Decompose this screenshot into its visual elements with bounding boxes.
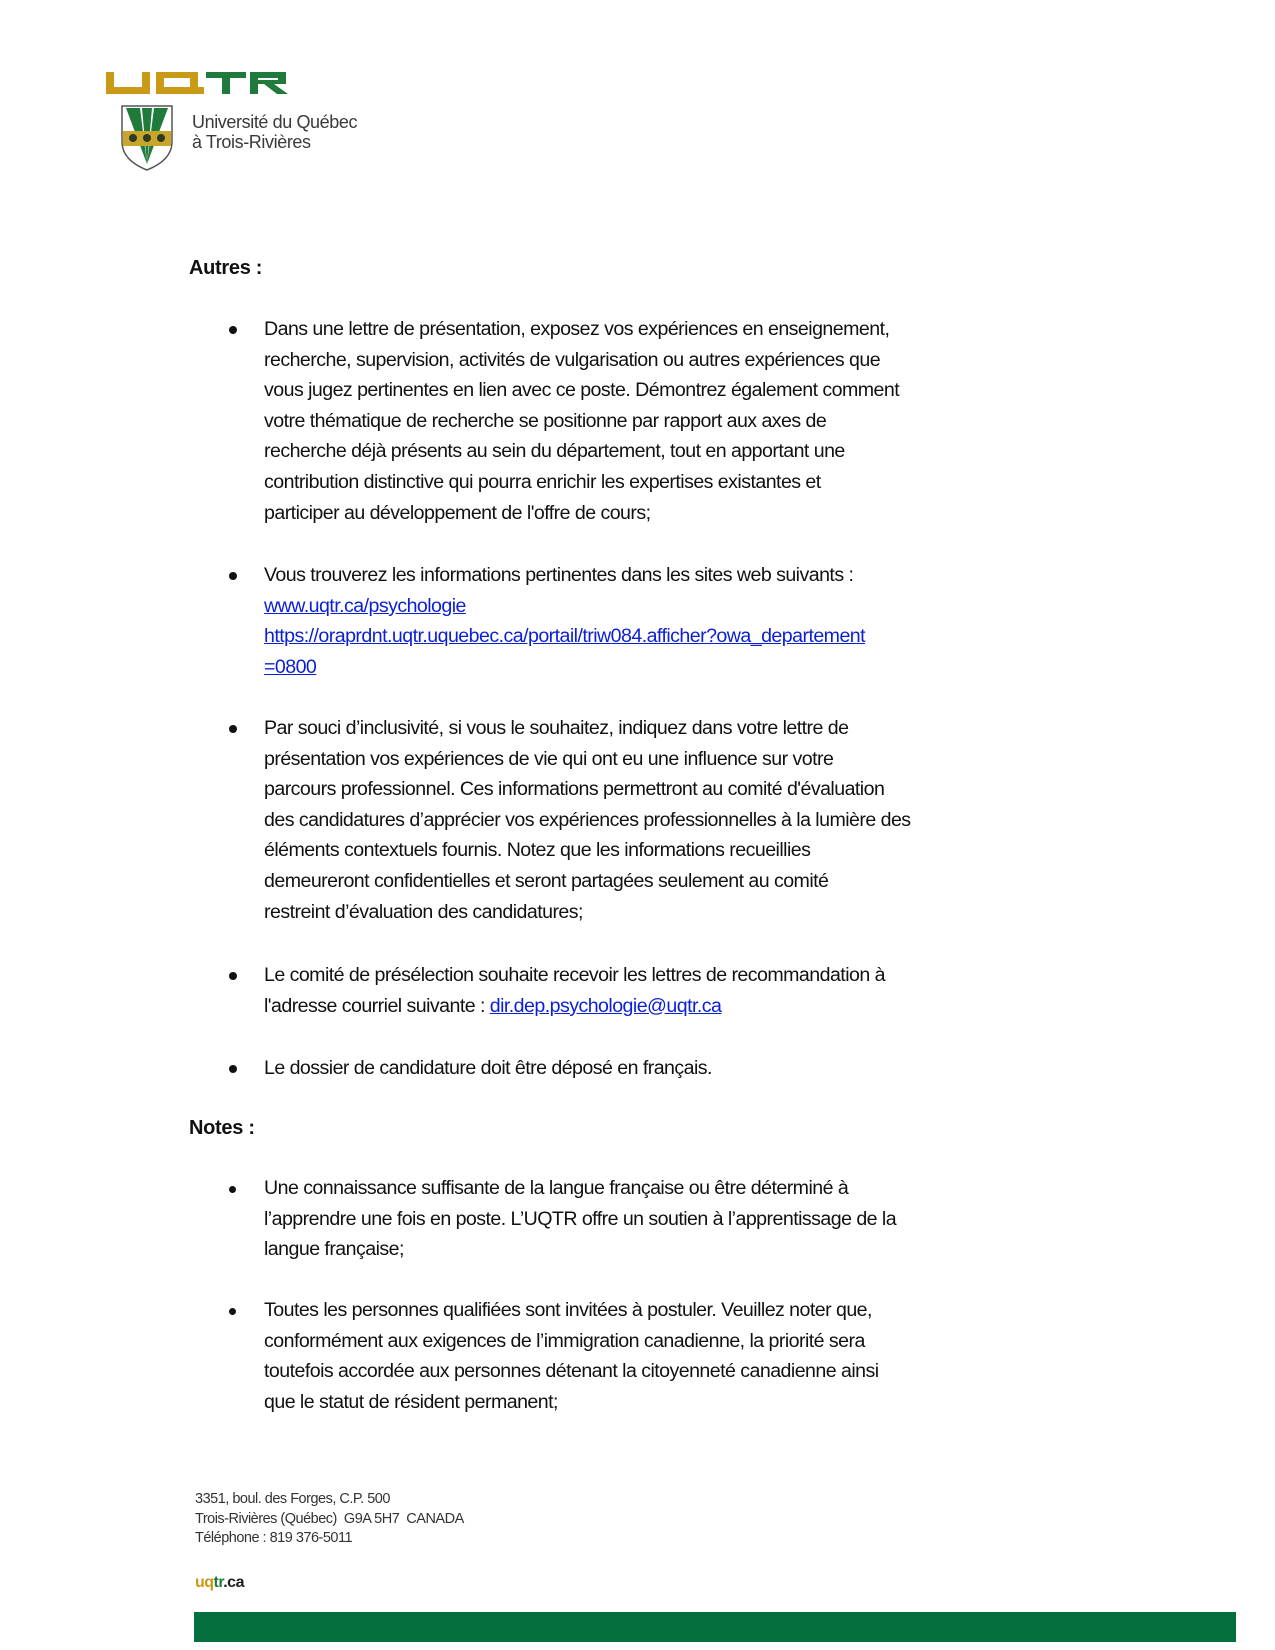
section-title-autres: Autres : xyxy=(189,257,263,279)
bullet-icon xyxy=(229,1186,236,1193)
text-line: restreint d’évaluation des candidatures; xyxy=(264,900,583,923)
text-line: Toutes les personnes qualifiées sont invitées à postuler. Veuillez noter que, xyxy=(264,1299,872,1321)
text-line: Une connaissance suffisante de la langue française ou être déterminé à xyxy=(264,1177,849,1199)
list-item-text xyxy=(264,960,885,1021)
university-name-line1: Université du Québec xyxy=(192,112,358,132)
text-line: des candidatures d’apprécier vos expériences professionnelles à la lumière des xyxy=(264,808,911,831)
text-line: conformément aux exigences de l’immigration canadienne, la priorité sera xyxy=(264,1329,865,1352)
text-line: Dans une lettre de présentation, exposez vos expériences en enseignement, xyxy=(264,318,890,340)
text-line: votre thématique de recherche se positionne par rapport aux axes de xyxy=(264,409,827,432)
list-item-text xyxy=(264,1053,712,1084)
university-name-line2: à Trois-Rivières xyxy=(192,132,311,152)
bullet-icon xyxy=(229,1308,236,1315)
bullet-icon xyxy=(229,572,237,580)
department-portal-link-continued[interactable]: =0800 xyxy=(264,655,317,678)
list-item-text xyxy=(264,713,911,927)
bullet-icon xyxy=(229,972,237,980)
text-line: toutefois accordée aux personnes détenant la citoyenneté canadienne ainsi xyxy=(264,1360,879,1383)
text-line: Vous trouverez les informations pertinentes dans les sites web suivants : xyxy=(264,564,854,586)
psychology-website-link[interactable]: www.uqtr.ca/psychologie xyxy=(264,594,466,617)
bullet-icon xyxy=(229,1065,237,1073)
text-line: présentation vos expériences de vie qui ont eu une influence sur votre xyxy=(264,747,834,770)
footer-green-bar xyxy=(194,1612,1236,1642)
site-part-ca: .ca xyxy=(223,1574,244,1591)
uqtr-wordmark xyxy=(104,70,290,96)
text-line: demeureront confidentielles et seront partagées seulement au comité xyxy=(264,869,829,892)
text-line: parcours professionnel. Ces informations permettront au comité d'évaluation xyxy=(264,778,885,801)
footer-website[interactable] xyxy=(195,1574,244,1592)
text-line: recherche déjà présents au sein du département, tout en apportant une xyxy=(264,440,845,463)
text-line: recherche, supervision, activités de vulgarisation ou autres expériences que xyxy=(264,348,881,371)
bullet-icon xyxy=(229,326,237,334)
list-item-text xyxy=(264,560,865,682)
text-line: contribution distinctive qui pourra enrichir les expertises existantes et xyxy=(264,470,821,493)
list-item-text xyxy=(264,1295,879,1417)
email-link[interactable]: dir.dep.psychologie@uqtr.ca xyxy=(489,994,722,1017)
phone-line: Téléphone : 819 376-5011 xyxy=(195,1530,353,1546)
address-line-1: 3351, boul. des Forges, C.P. 500 xyxy=(195,1491,390,1507)
text-line: participer au développement de l'offre de cours; xyxy=(264,501,651,524)
section-title-notes: Notes : xyxy=(189,1117,255,1139)
text-line: Le comité de présélection souhaite recevoir les lettres de recommandation à xyxy=(264,964,885,986)
site-part-uq: uq xyxy=(195,1574,214,1591)
shield-icon xyxy=(120,104,174,172)
address-line-2: Trois-Rivières (Québec) G9A 5H7 CANADA xyxy=(195,1510,464,1527)
list-item-text xyxy=(264,314,899,528)
text-line: vous jugez pertinentes en lien avec ce poste. Démontrez également comment xyxy=(264,379,900,402)
text-line: l’apprendre une fois en poste. L’UQTR offre un soutien à l’apprentissage de la xyxy=(264,1207,897,1230)
text-line: langue française; xyxy=(264,1238,404,1261)
list-item-text xyxy=(264,1173,896,1265)
text-line: Par souci d’inclusivité, si vous le souhaitez, indiquez dans votre lettre de xyxy=(264,717,849,739)
footer-address xyxy=(195,1490,464,1549)
uqtr-logo xyxy=(100,66,400,176)
text-line: éléments contextuels fournis. Notez que les informations recueillies xyxy=(264,839,811,862)
text-line: Le dossier de candidature doit être déposé en français. xyxy=(264,1057,712,1079)
text-line: que le statut de résident permanent; xyxy=(264,1390,558,1413)
university-name xyxy=(192,112,357,152)
text-line: l'adresse courriel suivante : xyxy=(264,994,490,1017)
department-portal-link[interactable]: https://oraprdnt.uqtr.uquebec.ca/portail/triw084.afficher?owa_departement xyxy=(264,625,866,648)
site-part-tr: tr xyxy=(213,1574,224,1591)
bullet-icon xyxy=(229,725,237,733)
